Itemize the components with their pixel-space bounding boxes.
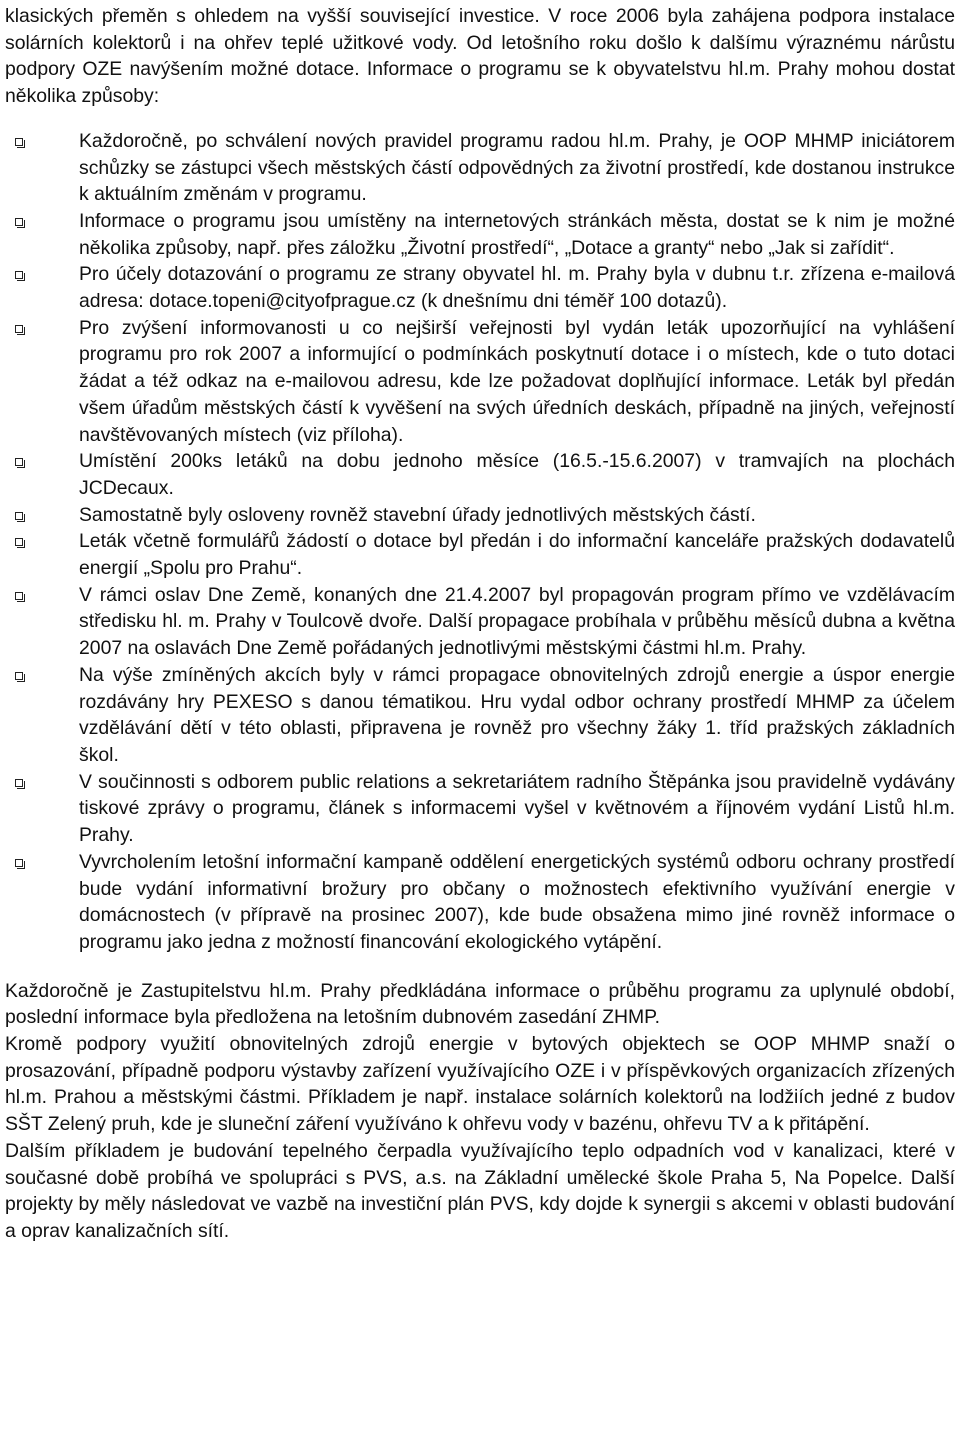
paragraph-zastupitelstvo: Každoročně je Zastupitelstvu hl.m. Prahy předkládána informace o průběhu programu za uplynulé období, poslední informace byla předložena na letošním dubnovém zasedání ZHMP. (5, 979, 955, 1029)
intro-paragraph: klasických přeměn s ohledem na vyšší související investice. V roce 2006 byla zahájena podpora instalace solárních kolektorů i na ohřev teplé užitkové vody. Od letošního roku došlo k dalšímu výraznému nárůstu podpory OZE navýšením možné dotace. Informace o programu se k obyvatelstvu hl.m. Prahy mohou dostat několika způsoby: (5, 5, 955, 108)
document-page (5, 0, 955, 1245)
list-item-text: V součinnosti s odborem public relations a sekretariátem radního Štěpánka jsou pravidelně vydávány tiskové zprávy o programu, článek s informacemi vyšel v květnovém a říjnovém vydání Listů hl.m. Prahy. (79, 770, 955, 847)
list-item-text: V rámci oslav Dne Země, konaných dne 21.4.2007 byl propagován program přímo ve vzdělávacím středisku hl. m. Prahy v Toulcově dvoře. Další propagace probíhala v průběhu měsíců dubna a května 2007 na oslavách Dne Země pořádaných jednotlivými městskými částmi hl.m. Prahy. (79, 583, 955, 660)
paragraph-tepelne-cerpadlo: Dalším příkladem je budování tepelného čerpadla využívajícího teplo odpadních vod v kanalizaci, které v současné době probíhá ve spolupráci s PVS, a.s. na Základní umělecké škole Praha 5, Na Popelce. Další projekty by měly následovat ve vazbě na investiční plán PVS, kdy dojde k synergii s akcemi v oblasti budování a oprav kanalizačních sítí. (5, 1139, 955, 1242)
list-item-text: Vyvrcholením letošní informační kampaně oddělení energetických systémů odboru ochrany prostředí bude vydání informativní brožury pro občany o možnostech efektivního využívání energie v domácnostech (v přípravě na prosinec 2007), kde bude obsažena mimo jiné rovněž informace o programu jako jedna z možností financování ekologického vytápění. (79, 850, 955, 953)
paragraph-prispevkove-organizace: Kromě podpory využití obnovitelných zdrojů energie v bytových objektech se OOP MHMP snaží o prosazování, případně podporu výstavby zařízení využívajícího OZE i v příspěvkových organizacích zřízených hl.m. Prahou a městskými částmi. Příkladem je např. instalace solárních kolektorů na lodžiích jedné z budov SŠT Zelený pruh, kde je sluneční záření využíváno k ohřevu vody v bazénu, ohřevu TV a k přitápění. (5, 1033, 955, 1136)
checkbox-bullet-icon (15, 512, 23, 520)
checkbox-bullet-icon (15, 218, 23, 226)
list-item-text: Pro účely dotazování o programu ze strany obyvatel hl. m. Prahy byla v dubnu t.r. zřízena e-mailová adresa: dotace.topeni@cityofprague.cz (k dnešnímu dni téměř 100 dotazů). (79, 263, 955, 313)
list-item-text: Pro zvýšení informovanosti u co nejširší veřejnosti byl vydán leták upozorňující na vyhlášení programu pro rok 2007 a informující o podmínkách poskytnutí dotace i o místech, kde o tuto dotaci žádat a též odkaz na e-mailovou adresu, kde lze požadovat doplňující informace. Leták byl předán všem úřadům městských částí k vyvěšení na svých úředních deskách, případně na jiných, veřejností navštěvovaných místech (viz příloha). (79, 316, 955, 446)
list-item (5, 849, 955, 956)
list-item-text: Umístění 200ks letáků na dobu jednoho měsíce (16.5.-15.6.2007) v tramvajích na plochách JCDecaux. (79, 450, 955, 499)
list-item-text: Informace o programu jsou umístěny na internetových stránkách města, dostat se k nim je možné několika způsoby, např. přes záložku „Životní prostředí“, „Dotace a granty“ nebo „Jak si zařídit“. (79, 209, 955, 259)
list-item (5, 502, 955, 529)
bullet-list (5, 128, 955, 956)
list-item-text: Každoročně, po schválení nových pravidel programu radou hl.m. Prahy, je OOP MHMP iniciátorem schůzky se zástupci všech městských částí odpovědných za životní prostředí, kde dostanou instrukce k aktuálním změnám v programu. (79, 129, 955, 206)
list-item (5, 315, 955, 449)
list-item (5, 582, 955, 662)
checkbox-bullet-icon (15, 538, 23, 546)
list-item (5, 128, 955, 208)
checkbox-bullet-icon (15, 325, 23, 333)
checkbox-bullet-icon (15, 592, 23, 600)
list-item-text: Na výše zmíněných akcích byly v rámci propagace obnovitelných zdrojů energie a úspor energie rozdávány hry PEXESO s danou tématikou. Hru vydal odbor ochrany prostředí MHMP za účelem vzdělávání dětí v této oblasti, připravena je rovněž pro všechny žáky 1. tříd pražských základních škol. (79, 663, 955, 766)
list-item-text: Samostatně byly osloveny rovněž stavební úřady jednotlivých městských částí. (79, 503, 756, 526)
checkbox-bullet-icon (15, 672, 23, 680)
list-item (5, 769, 955, 849)
list-item (5, 448, 955, 501)
checkbox-bullet-icon (15, 859, 23, 867)
closing-section (5, 978, 955, 1245)
list-item (5, 261, 955, 314)
checkbox-bullet-icon (15, 271, 23, 279)
checkbox-bullet-icon (15, 779, 23, 787)
checkbox-bullet-icon (15, 458, 23, 466)
checkbox-bullet-icon (15, 138, 23, 146)
list-item (5, 662, 955, 769)
list-item (5, 528, 955, 581)
list-item (5, 208, 955, 261)
list-item-text: Leták včetně formulářů žádostí o dotace byl předán i do informační kanceláře pražských dodavatelů energií „Spolu pro Prahu“. (79, 530, 955, 580)
